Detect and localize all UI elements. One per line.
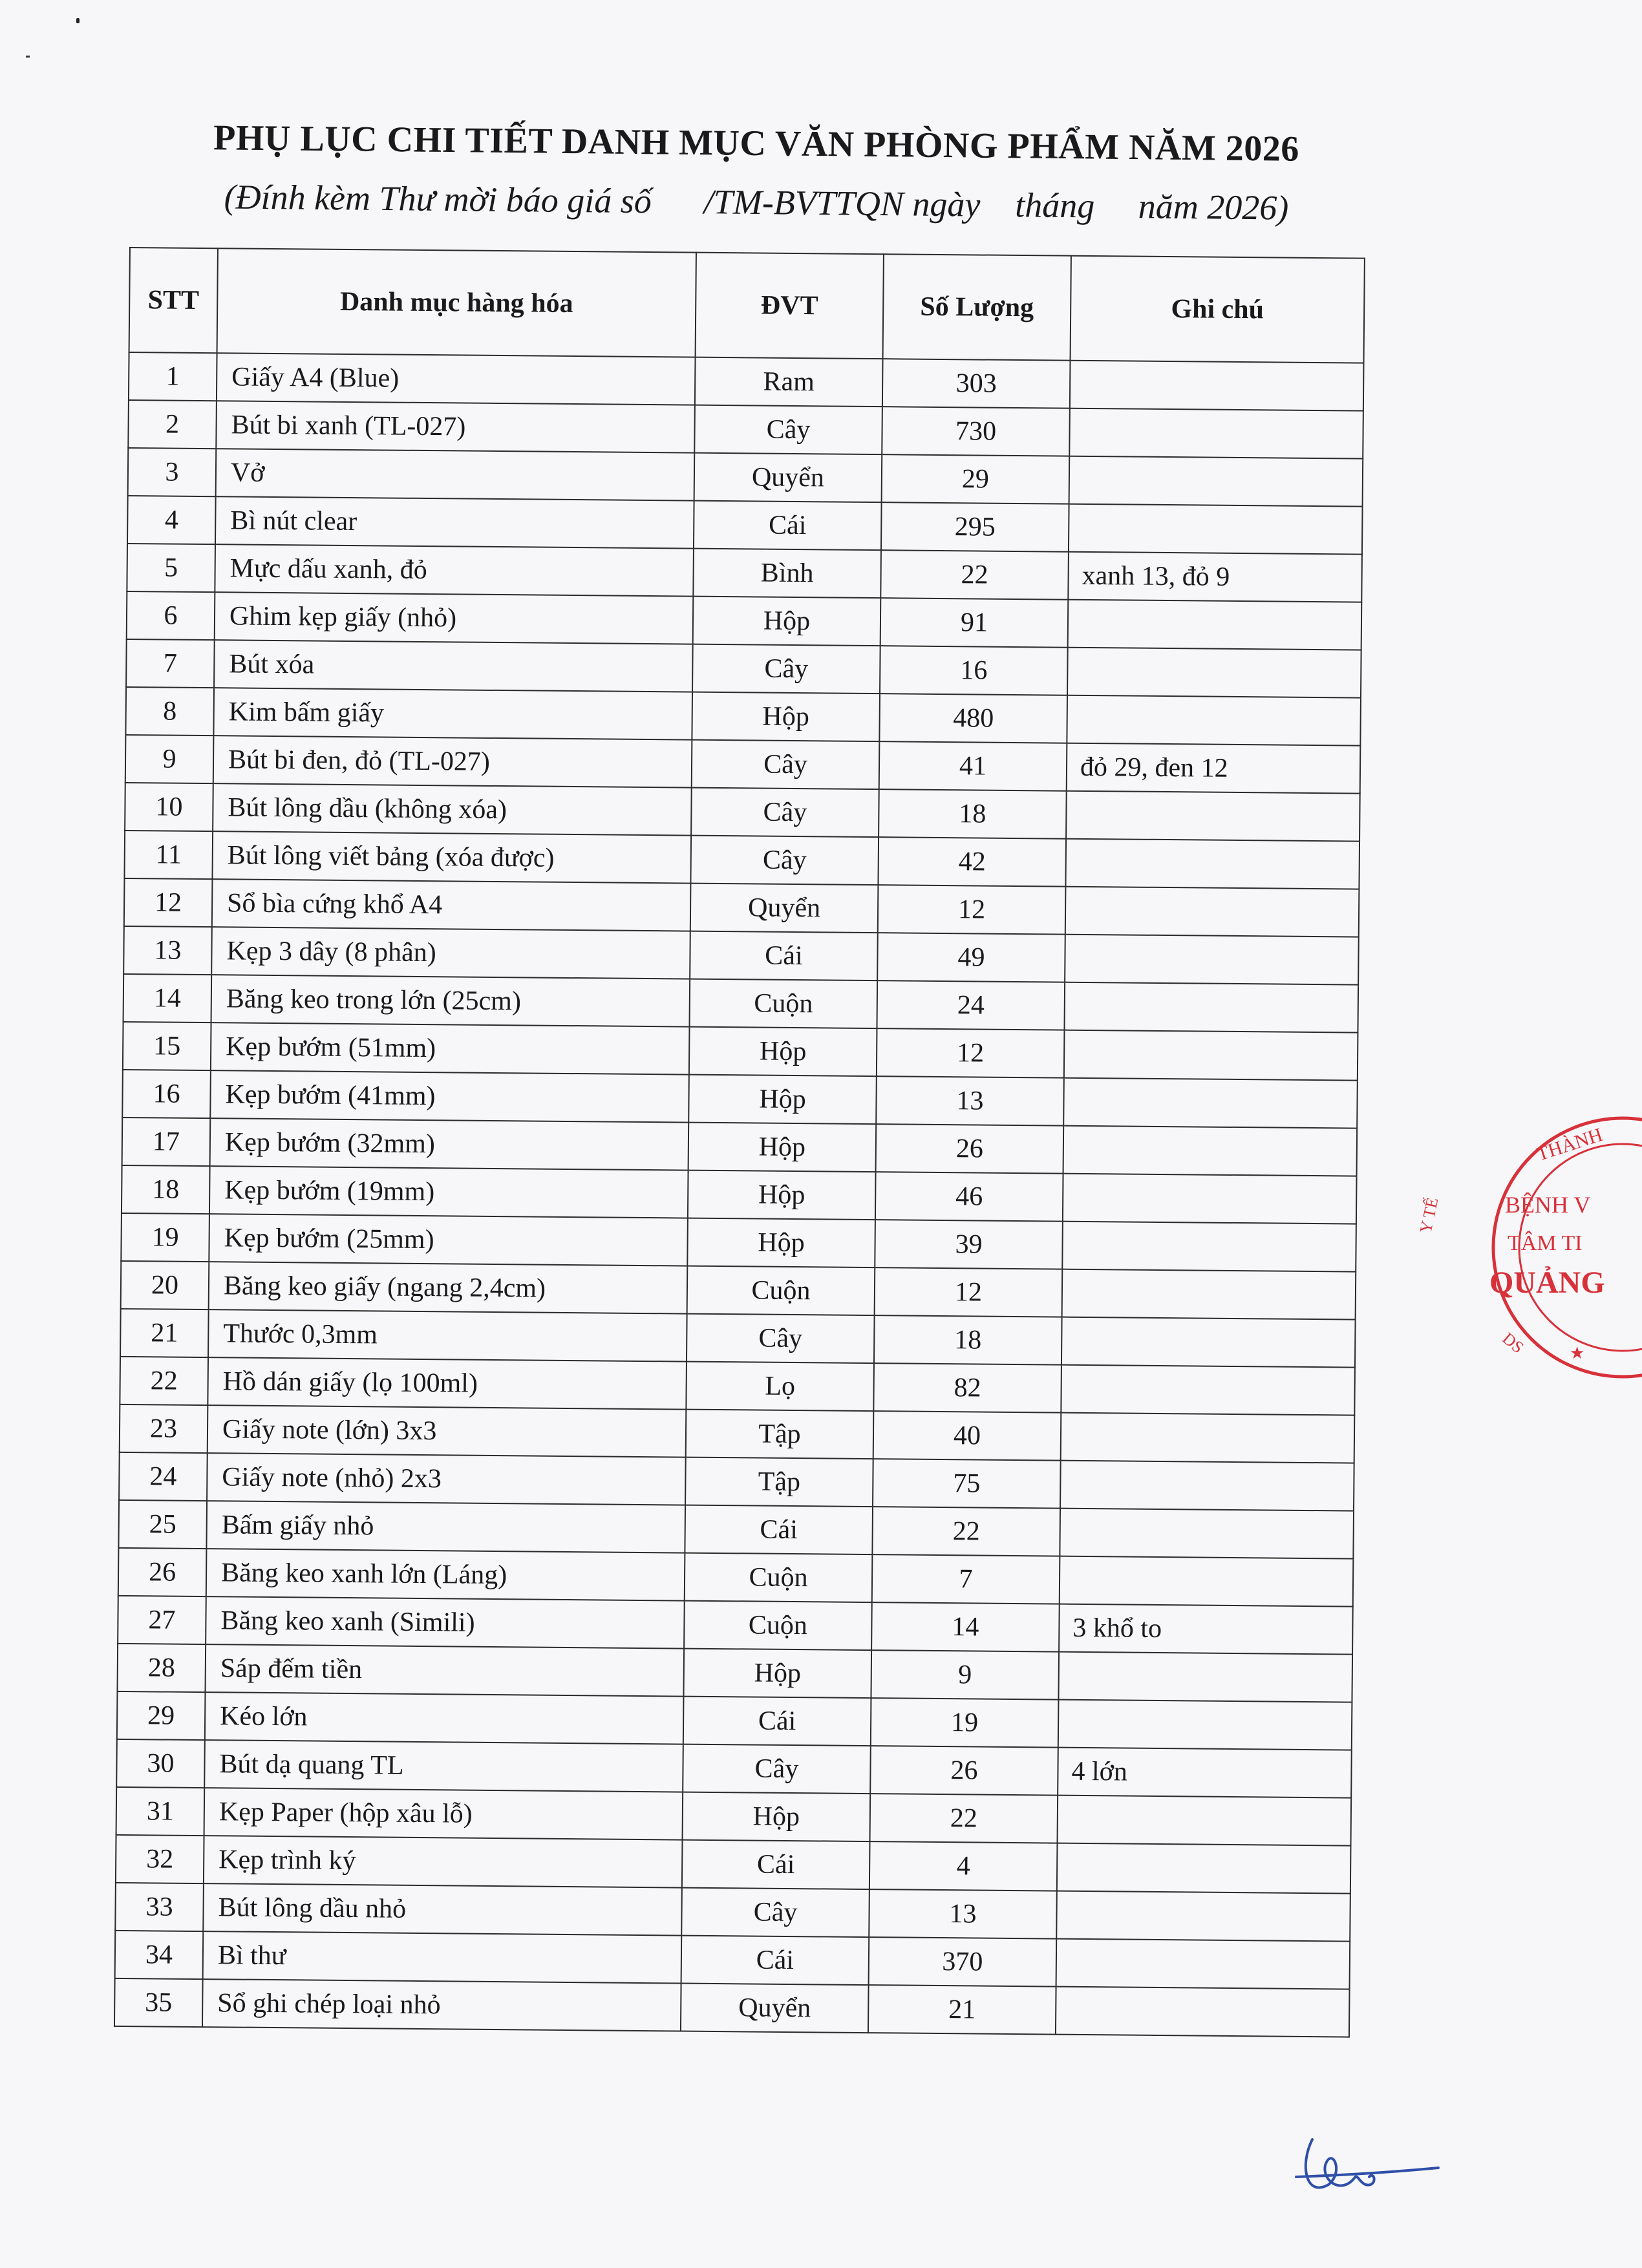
scan-speck [26,56,30,58]
cell-name: Giấy A4 (Blue) [217,353,696,405]
cell-note [1065,839,1359,889]
cell-name: Bì thư [203,1931,682,1983]
cell-note [1062,1222,1356,1272]
cell-qty: 4 [869,1841,1058,1891]
cell-qty: 40 [873,1411,1061,1461]
cell-qty: 49 [877,933,1065,982]
item-table-wrapper [114,247,1364,2038]
cell-name: Băng keo giấy (ngang 2,4cm) [209,1262,688,1313]
cell-qty: 21 [868,1985,1056,2035]
cell-note [1058,1652,1352,1702]
cell-note [1060,1461,1354,1511]
table-body [114,352,1364,2037]
cell-stt: 33 [115,1883,204,1931]
cell-stt: 10 [125,783,213,831]
cell-qty: 295 [881,502,1069,552]
cell-note [1064,1030,1358,1081]
cell-name: Bì nút clear [215,496,694,548]
cell-name: Kẹp bướm (51mm) [211,1023,690,1074]
cell-name: Kẹp bướm (19mm) [209,1166,688,1218]
cell-note: 3 khổ to [1059,1604,1353,1655]
cell-note [1069,504,1363,555]
cell-stt: 25 [118,1500,207,1549]
cell-note: 4 lớn [1058,1748,1352,1798]
cell-stt: 30 [116,1739,205,1788]
cell-note [1056,1891,1350,1942]
cell-stt: 4 [127,496,216,544]
cell-note [1067,648,1361,698]
cell-name: Bút xóa [214,640,693,692]
cell-note [1060,1556,1354,1607]
cell-name: Sáp đếm tiền [205,1644,684,1696]
cell-note [1060,1509,1354,1559]
cell-name: Hồ dán giấy (lọ 100ml) [208,1357,687,1409]
scan-speck [76,18,80,23]
cell-qty: 22 [872,1507,1060,1556]
cell-unit: Cây [687,1314,875,1364]
cell-note [1061,1365,1355,1415]
cell-qty: 18 [874,1315,1062,1365]
cell-stt: 15 [123,1022,211,1070]
header-stt: STT [129,248,218,353]
cell-qty: 12 [877,1028,1065,1078]
cell-unit: Hộp [692,692,880,742]
cell-qty: 46 [875,1172,1063,1222]
cell-stt: 2 [128,400,217,449]
cell-note [1069,408,1363,459]
cell-qty: 9 [871,1650,1059,1700]
cell-name: Bút dạ quang TL [204,1740,683,1792]
cell-note [1065,887,1359,937]
cell-qty: 39 [875,1220,1063,1269]
cell-qty: 22 [870,1794,1058,1843]
stamp-text-side: Y TẾ [1416,1196,1442,1235]
cell-note [1069,456,1363,507]
cell-name: Kim bấm giấy [213,688,692,739]
cell-qty: 18 [879,789,1067,839]
cell-unit: Cây [691,788,879,838]
cell-unit: Quyển [694,453,882,503]
stamp-text-top: THÀNH [1533,1124,1606,1165]
cell-name: Băng keo xanh (Simili) [206,1596,685,1648]
cell-unit: Cây [692,644,880,694]
cell-note [1063,1078,1358,1129]
cell-note [1068,600,1362,650]
stamp-text-line1: BỆNH V [1505,1192,1591,1218]
cell-note [1057,1843,1351,1894]
cell-qty: 29 [882,454,1070,504]
cell-stt: 12 [124,878,213,927]
signature [1293,2126,1442,2204]
cell-unit: Hộp [683,1649,871,1699]
cell-note [1056,1987,1350,2037]
cell-unit: Cuộn [690,979,878,1029]
cell-qty: 19 [871,1698,1059,1748]
cell-name: Mực dấu xanh, đỏ [215,544,694,596]
cell-name: Kẹp trình ký [204,1836,683,1887]
cell-name: Giấy note (nhỏ) 2x3 [207,1453,686,1505]
cell-note: xanh 13, đỏ 9 [1068,552,1362,602]
signature-stroke [1296,2139,1438,2188]
stamp-text-line2: TÂM TI [1508,1231,1583,1255]
cell-unit: Hộp [689,1027,877,1077]
cell-unit: Hộp [693,597,881,646]
cell-qty: 14 [871,1602,1060,1652]
cell-name: Bút bi xanh (TL-027) [216,401,695,452]
cell-unit: Cây [683,1744,871,1794]
cell-qty: 41 [879,741,1067,791]
cell-unit: Cây [690,836,879,885]
header-name: Danh mục hàng hóa [217,248,696,357]
cell-qty: 12 [875,1267,1063,1317]
cell-name: Giấy note (lớn) 3x3 [208,1405,687,1457]
cell-unit: Hộp [688,1123,877,1172]
cell-unit: Cuộn [684,1601,872,1651]
cell-qty: 730 [882,407,1070,456]
cell-qty: 13 [876,1076,1064,1126]
cell-unit: Cây [694,405,882,455]
cell-unit: Hộp [687,1218,875,1268]
cell-stt: 22 [120,1357,208,1405]
cell-stt: 3 [128,448,217,496]
cell-name: Kẹp bướm (25mm) [209,1214,688,1266]
cell-unit: Cái [683,1697,871,1746]
cell-stt: 20 [121,1261,209,1309]
cell-stt: 19 [121,1213,209,1262]
cell-note [1058,1796,1352,1846]
cell-qty: 26 [870,1746,1058,1796]
table-header-row [129,248,1365,363]
cell-qty: 13 [869,1889,1057,1939]
cell-unit: Cuộn [685,1553,873,1603]
header-unit: ĐVT [696,253,884,359]
cell-qty: 26 [876,1124,1064,1174]
cell-unit: Cái [682,1840,870,1890]
cell-name: Bút lông dầu (không xóa) [213,783,692,835]
document-subtitle: (Đính kèm Thư mời báo giá số /TM-BVTTQN ngày tháng năm 2026) [224,177,1289,228]
cell-qty: 42 [878,837,1066,887]
cell-note [1066,791,1360,842]
cell-qty: 22 [880,550,1069,600]
cell-note: đỏ 29, đen 12 [1067,743,1361,794]
cell-name: Kẹp bướm (32mm) [210,1118,689,1170]
header-qty: Số Lượng [883,254,1071,361]
cell-note [1067,695,1361,746]
cell-note [1061,1317,1356,1368]
cell-stt: 9 [125,735,214,783]
cell-name: Sổ ghi chép loại nhỏ [202,1979,681,2031]
cell-unit: Cây [681,1888,869,1938]
cell-unit: Cái [681,1936,869,1986]
cell-qty: 7 [872,1554,1060,1604]
cell-note [1062,1269,1356,1320]
cell-unit: Quyển [690,884,879,933]
cell-stt: 24 [119,1452,208,1501]
cell-stt: 28 [117,1644,206,1692]
stamp-star-icon: ★ [1570,1344,1585,1362]
cell-unit: Cây [692,740,880,790]
cell-stt: 18 [122,1165,210,1214]
cell-unit: Quyển [681,1984,869,2033]
cell-unit: Hộp [688,1171,876,1220]
cell-name: Kéo lớn [205,1692,684,1744]
cell-stt: 27 [118,1596,206,1644]
cell-note [1065,935,1359,985]
cell-unit: Cái [685,1505,873,1555]
header-note: Ghi chú [1071,256,1365,363]
item-table [114,247,1365,2038]
cell-name: Bấm giấy nhỏ [206,1501,685,1553]
cell-note [1063,1126,1358,1176]
cell-stt: 31 [116,1787,205,1836]
cell-stt: 35 [114,1978,203,2027]
cell-qty: 82 [873,1363,1061,1413]
cell-qty: 16 [880,646,1068,695]
cell-stt: 17 [122,1118,211,1166]
cell-name: Bút lông viết bảng (xóa được) [212,831,691,883]
cell-stt: 32 [116,1835,204,1883]
cell-unit: Hộp [688,1075,877,1125]
cell-stt: 8 [125,687,214,736]
cell-unit: Cái [694,501,882,551]
cell-qty: 75 [873,1459,1061,1509]
cell-note [1063,1174,1357,1224]
cell-unit: Tập [685,1457,873,1507]
stamp-text-bottom: DS [1498,1328,1528,1357]
cell-unit: Lọ [686,1362,874,1412]
cell-stt: 7 [126,639,215,688]
cell-stt: 34 [115,1931,204,1979]
cell-qty: 370 [869,1937,1057,1987]
cell-qty: 12 [878,885,1066,935]
cell-note [1058,1700,1352,1750]
cell-name: Kẹp 3 dây (8 phân) [211,927,690,979]
cell-unit: Hộp [683,1792,871,1842]
cell-name: Băng keo xanh lớn (Láng) [206,1549,685,1600]
cell-note [1070,361,1364,411]
cell-stt: 29 [117,1691,206,1740]
cell-qty: 91 [880,598,1069,648]
red-seal-stamp [1416,1105,1642,1390]
cell-unit: Tập [686,1410,874,1459]
cell-qty: 24 [877,980,1065,1030]
cell-unit: Cuộn [687,1266,875,1316]
cell-unit: Cái [690,931,878,981]
cell-stt: 1 [129,352,217,401]
cell-name: Băng keo trong lớn (25cm) [211,975,690,1026]
table-row [114,1978,1350,2037]
cell-stt: 6 [127,591,215,640]
cell-stt: 26 [118,1548,207,1596]
cell-unit: Bình [693,549,881,599]
cell-stt: 21 [120,1309,209,1357]
cell-stt: 14 [123,974,212,1023]
cell-unit: Ram [695,357,883,407]
cell-name: Sổ bìa cứng khổ A4 [212,879,691,931]
cell-stt: 5 [127,544,215,592]
cell-name: Bút bi đen, đỏ (TL-027) [213,736,692,787]
cell-note [1064,982,1358,1033]
cell-name: Kẹp bướm (41mm) [210,1070,689,1122]
cell-note [1056,1939,1350,1989]
cell-name: Ghim kẹp giấy (nhỏ) [215,592,694,644]
cell-stt: 16 [122,1070,211,1118]
cell-qty: 303 [882,359,1071,408]
cell-note [1061,1413,1355,1463]
cell-stt: 23 [120,1404,208,1453]
cell-stt: 11 [124,831,213,879]
cell-name: Kẹp Paper (hộp xâu lỗ) [204,1788,683,1839]
cell-qty: 480 [879,694,1067,743]
cell-stt: 13 [123,926,212,975]
stamp-text-line3: QUẢNG [1489,1266,1605,1300]
cell-name: Bút lông dầu nhỏ [203,1883,682,1935]
cell-name: Thước 0,3mm [208,1309,687,1361]
document-title: PHỤ LỤC CHI TIẾT DANH MỤC VĂN PHÒNG PHẨM NĂM 2026 [213,118,1300,169]
cell-name: Vở [216,449,695,500]
